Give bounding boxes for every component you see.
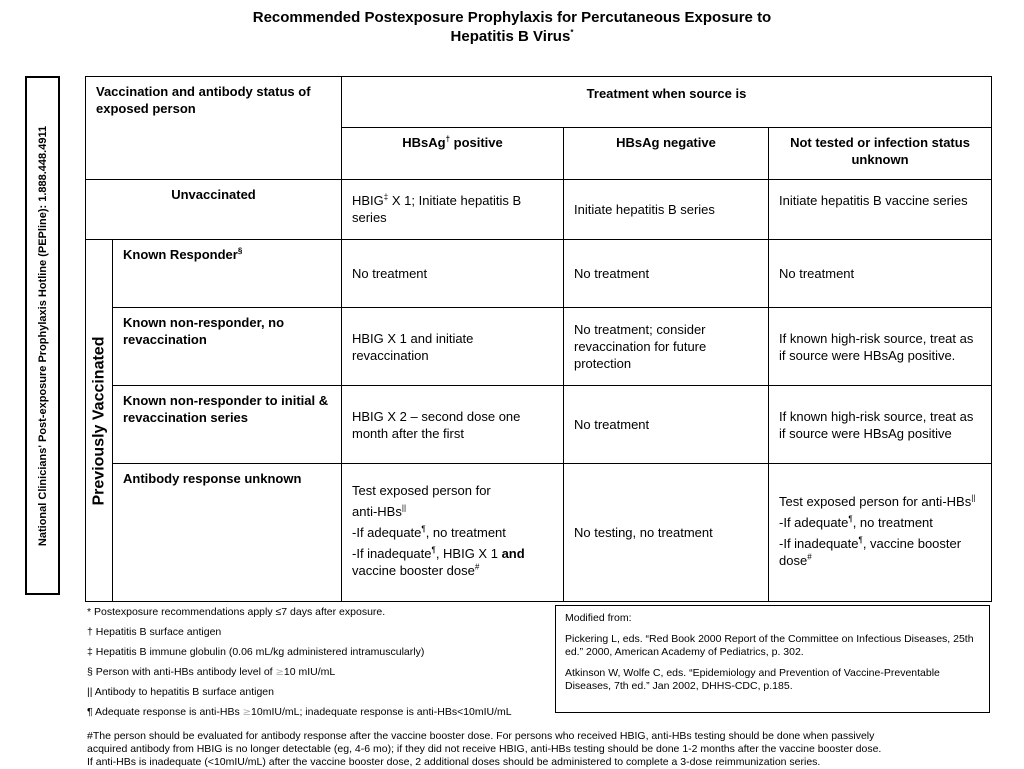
known-responder-positive: No treatment	[342, 240, 564, 308]
known-responder-unknown: No treatment	[769, 240, 992, 308]
status-column-header: Vaccination and antibody status of exposed person	[86, 77, 342, 180]
unknown-status-header: Not tested or infection status unknown	[769, 128, 992, 180]
reference-red-book: Pickering L, eds. “Red Book 2000 Report of the Committee on Infectious Diseases, 25th ed.” 2000, American Academy of Pediatrics, p. 302.	[565, 633, 974, 658]
footnotes	[87, 606, 547, 726]
footnote-pilcrow: ¶ Adequate response is anti-HBs ≥10mIU/mL; inadequate response is anti-HBs<10mIU/mL	[87, 706, 512, 718]
unvaccinated-negative: Initiate hepatitis B series	[564, 180, 769, 240]
non-responder-revac-label: Known non-responder to initial & revaccination series	[113, 386, 342, 464]
hbsag-negative-header: HBsAg negative	[564, 128, 769, 180]
footnote-parallel: || Antibody to hepatitis B surface antigen	[87, 686, 274, 698]
non-responder-revac-unknown: If known high-risk source, treat as if source were HBsAg positive	[769, 386, 992, 464]
hbsag-positive-header: HBsAg† positive	[342, 128, 564, 180]
known-responder-negative: No treatment	[564, 240, 769, 308]
non-responder-no-revac-unknown: If known high-risk source, treat as if source were HBsAg positive.	[769, 308, 992, 386]
prophylaxis-table	[85, 76, 992, 602]
unvaccinated-positive: HBIG‡ X 1; Initiate hepatitis B series	[342, 180, 564, 240]
treatment-header: Treatment when source is	[342, 77, 992, 128]
footnote-dagger: † Hepatitis B surface antigen	[87, 626, 222, 638]
antibody-unknown-positive: Test exposed person for anti-HBs|| -If adequate¶, no treatment -If inadequate¶, HBIG X 1 and vaccine booster dose#	[342, 464, 564, 602]
non-responder-revac-positive: HBIG X 2 – second dose one month after the first	[342, 386, 564, 464]
row-non-responder-revac	[86, 386, 992, 464]
row-known-responder	[86, 240, 992, 308]
modified-from-box	[555, 605, 990, 713]
title-line-2: Hepatitis B Virus*	[450, 28, 574, 45]
unvaccinated-unknown: Initiate hepatitis B vaccine series	[769, 180, 992, 240]
previously-vaccinated-label: Previously Vaccinated	[90, 336, 108, 505]
non-responder-revac-negative: No treatment	[564, 386, 769, 464]
page-title	[0, 8, 1024, 46]
pepline-banner-text: National Clinicians' Post-exposure Prophylaxis Hotline (PEPline): 1.888.448.4911	[36, 125, 49, 546]
footnote-hash: #The person should be evaluated for antibody response after the vaccine booster dose. For persons who received HBIG, anti-HBs testing should be done when passively acquired antibody from HBIG is no longer detectable (eg, 4-6 mo); if they did not receive HBIG, anti-HBs testing should be done 1-2 months after the vaccine booster dose. If anti-HBs is inadequate (<10mIU/mL) after the vaccine booster dose, 2 additional doses should be administered to complete a 3-dose reimmunization series.	[87, 730, 882, 768]
title-line-1: Recommended Postexposure Prophylaxis for Percutaneous Exposure to	[252, 9, 772, 26]
greater-equal-icon: ≥	[242, 707, 252, 718]
antibody-unknown-negative: No testing, no treatment	[564, 464, 769, 602]
antibody-unknown-unknown: Test exposed person for anti-HBs|| -If adequate¶, no treatment -If inadequate¶, vaccine booster dose#	[769, 464, 992, 602]
row-antibody-unknown	[86, 464, 992, 602]
non-responder-no-revac-label: Known non-responder, no revaccination	[113, 308, 342, 386]
reference-pink-book: Atkinson W, Wolfe C, eds. “Epidemiology and Prevention of Vaccine-Preventable Diseases, 7th ed.” Jan 2002, DHHS-CDC, p.185.	[565, 667, 940, 692]
footnote-asterisk: * Postexposure recommendations apply ≤7 days after exposure.	[87, 606, 386, 618]
known-responder-label: Known Responder§	[113, 240, 342, 308]
footnote-double-dagger: ‡ Hepatitis B immune globulin (0.06 mL/kg administered intramuscularly)	[87, 646, 425, 658]
header-row-1	[86, 77, 992, 128]
previously-vaccinated-cell	[86, 240, 113, 602]
non-responder-no-revac-negative: No treatment; consider revaccination for future protection	[564, 308, 769, 386]
row-unvaccinated	[86, 180, 992, 240]
row-non-responder-no-revac	[86, 308, 992, 386]
non-responder-no-revac-positive: HBIG X 1 and initiate revaccination	[342, 308, 564, 386]
greater-equal-icon: ≥	[275, 667, 284, 678]
antibody-unknown-label: Antibody response unknown	[113, 464, 342, 602]
unvaccinated-label: Unvaccinated	[86, 180, 342, 240]
pepline-banner	[25, 76, 60, 595]
modified-from-heading: Modified from:	[565, 612, 632, 624]
footnote-section: § Person with anti-HBs antibody level of ≥10 mIU/mL	[87, 666, 336, 678]
